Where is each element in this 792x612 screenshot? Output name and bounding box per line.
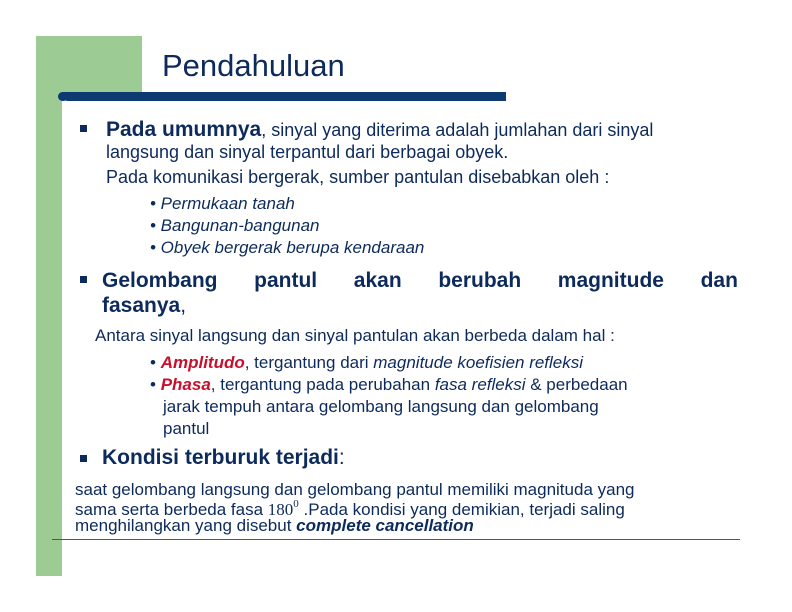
title-underline-bar [62, 92, 506, 101]
bullet2-word: akan [353, 269, 402, 292]
bullet1-line2: langsung dan sinyal terpantul dari berbagai obyek. [106, 142, 509, 162]
footer-divider [52, 539, 740, 540]
bullet3-line2-end: .Pada kondisi yang demikian, terjadi saling [298, 500, 625, 519]
complete-cancellation-term: complete cancellation [296, 516, 474, 535]
bullet-square-icon [80, 125, 87, 132]
amplitude-desc: , tergantung dari [244, 353, 374, 372]
phase-term: Phasa [160, 375, 211, 394]
amplitude-italic: magnitude koefisien refleksi [373, 353, 584, 372]
bullet-dot: • [150, 375, 161, 394]
bullet1-item: • Permukaan tanah [150, 194, 295, 213]
bullet2-line2-bold: fasanya [102, 294, 181, 317]
bullet2-phase-line2: jarak tempuh antara gelombang langsung dan gelombang [163, 397, 599, 416]
bullet3-heading-rest: : [338, 446, 345, 469]
slide-title: Pendahuluan [162, 48, 345, 83]
bullet3-heading-bold: Kondisi terburuk terjadi [102, 446, 339, 469]
bullet2-word: Gelombang [102, 269, 218, 292]
bullet2-word: dan [700, 269, 738, 292]
bullet3-line3 [75, 516, 474, 536]
bullet-square-icon [80, 455, 87, 462]
phase-italic: fasa refleksi [434, 375, 526, 394]
bullet3-heading [102, 446, 345, 470]
amplitude-term: Amplitudo [160, 353, 245, 372]
phase-end: & perbedaan [525, 375, 628, 394]
bullet2-word: pantul [254, 269, 318, 292]
decor-green-strip [36, 96, 62, 576]
degree-base: 180 [267, 500, 294, 519]
bullet2-word: berubah [438, 269, 522, 292]
bullet1-line1 [106, 118, 740, 142]
bullet3-line1: saat gelombang langsung dan gelombang pantul memiliki magnituda yang [75, 480, 635, 499]
bullet2-intro: Antara sinyal langsung dan sinyal pantulan akan berbeda dalam hal : [95, 326, 615, 345]
bullet2-amplitude [150, 353, 583, 373]
bullet2-line2-rest: , [180, 294, 187, 317]
bullet2-phase-line3: pantul [163, 419, 210, 438]
bullet3-line3-start: menghilangkan yang disebut [75, 516, 297, 535]
phase-desc: , tergantung pada perubahan [210, 375, 435, 394]
bullet-dot: • [150, 353, 161, 372]
bullet2-phase [150, 375, 628, 395]
bullet3-line2-start: sama serta berbeda fasa [75, 500, 268, 519]
degree-sup: 0 [293, 498, 299, 510]
bullet2-word: magnitude [557, 269, 664, 292]
bullet1-item: • Obyek bergerak berupa kendaraan [150, 238, 425, 257]
bullet2-line2 [102, 294, 186, 318]
decor-green-block [36, 36, 142, 96]
bullet1-line3: Pada komunikasi bergerak, sumber pantulan disebabkan oleh : [106, 167, 610, 187]
bullet1-item: • Bangunan-bangunan [150, 216, 320, 235]
bullet1-bold: Pada umumnya [106, 118, 262, 141]
bullet1-rest: , sinyal yang diterima adalah jumlahan dari sinyal [261, 120, 654, 140]
bullet-square-icon [80, 276, 87, 283]
bullet2-line1 [102, 269, 738, 293]
